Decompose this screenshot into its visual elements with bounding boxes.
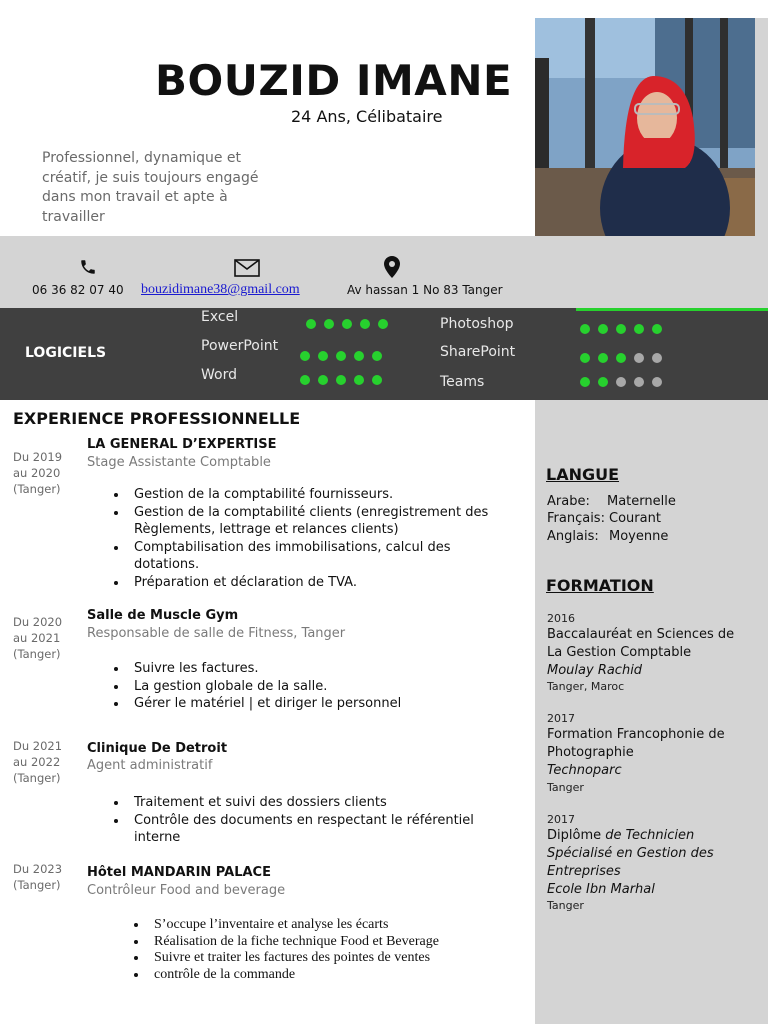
rating-dot-filled <box>354 375 364 385</box>
job-role: Responsable de salle de Fitness, Tanger <box>87 626 346 641</box>
education-place: Tanger <box>547 781 584 794</box>
rating-dot-filled <box>300 351 310 361</box>
education-entry <box>547 827 747 899</box>
job-duties <box>108 486 508 591</box>
rating-dot-filled <box>598 353 608 363</box>
rating-dot-filled <box>342 319 352 329</box>
rating-dot-filled <box>580 377 590 387</box>
rating-dot-filled <box>598 324 608 334</box>
education-place: Tanger, Maroc <box>547 680 625 693</box>
education-title: FORMATION <box>546 576 654 595</box>
rating-dot-filled <box>616 324 626 334</box>
rating-dot-filled <box>336 375 346 385</box>
accent-line <box>576 308 768 311</box>
skill-rating <box>580 353 662 363</box>
skill-rating <box>580 324 662 334</box>
education-entry <box>547 626 747 680</box>
skill-rating <box>580 377 662 387</box>
rating-dot-filled <box>580 353 590 363</box>
rating-dot-filled <box>336 351 346 361</box>
rating-dot-empty <box>616 377 626 387</box>
job-date: Du 2021 au 2022 (Tanger) <box>13 739 63 785</box>
phone-number: 06 36 82 07 40 <box>32 283 124 297</box>
age-status: 24 Ans, Célibataire <box>291 107 443 126</box>
education-degree-prefix: Diplôme <box>547 828 606 843</box>
software-name: SharePoint <box>440 344 516 360</box>
software-name: Photoshop <box>440 316 514 332</box>
location-pin-icon <box>384 256 400 282</box>
education-degree: Formation Francophonie de Photographie <box>547 727 725 760</box>
job-role: Stage Assistante Comptable <box>87 455 271 470</box>
rating-dot-filled <box>318 351 328 361</box>
job-date: Du 2023 (Tanger) <box>13 862 63 892</box>
rating-dot-filled <box>616 353 626 363</box>
language-level: Moyenne <box>609 529 669 544</box>
profile-photo <box>535 18 755 253</box>
rating-dot-filled <box>300 375 310 385</box>
education-degree-detail: de Technicien Spécialisé en Gestion des Entreprises <box>547 828 714 879</box>
rating-dot-filled <box>652 324 662 334</box>
language-row <box>547 529 669 544</box>
education-year: 2016 <box>547 612 575 625</box>
phone-icon <box>79 258 97 280</box>
rating-dot-filled <box>598 377 608 387</box>
address: Av hassan 1 No 83 Tanger <box>347 283 503 297</box>
job-role: Agent administratif <box>87 758 213 773</box>
duty-item: • La gestion globale de la salle. <box>128 678 508 696</box>
rating-dot-filled <box>378 319 388 329</box>
duty-item: • Comptabilisation des immobilisations, calcul des dotations. <box>128 539 508 574</box>
rating-dot-filled <box>354 351 364 361</box>
software-name: Excel <box>201 309 239 325</box>
duty-item: • Gérer le matériel | et diriger le personnel <box>128 695 508 713</box>
envelope-icon <box>234 259 260 281</box>
duty-item: • Suivre et traiter les factures des pointes de ventes <box>148 950 528 967</box>
rating-dot-empty <box>652 353 662 363</box>
language-row <box>547 494 676 509</box>
email-link[interactable]: bouzidimane38@gmail.com <box>141 282 300 297</box>
experience-title: EXPERIENCE PROFESSIONNELLE <box>13 409 301 428</box>
language-name: Arabe: <box>547 494 590 509</box>
software-name: PowerPoint <box>201 338 279 354</box>
rating-dot-filled <box>324 319 334 329</box>
rating-dot-filled <box>360 319 370 329</box>
duty-item: • Suivre les factures. <box>128 660 508 678</box>
profile-photo-illustration <box>535 18 755 253</box>
job-duties <box>128 917 528 983</box>
rating-dot-filled <box>306 319 316 329</box>
language-name: Français: <box>547 511 605 526</box>
rating-dot-filled <box>318 375 328 385</box>
duty-item: • S’occupe l’inventaire et analyse les écarts <box>148 917 528 934</box>
duty-item: • Gestion de la comptabilité fournisseurs. <box>128 486 508 504</box>
education-school: Ecole Ibn Marhal <box>547 882 655 897</box>
duty-item: • contrôle de la commande <box>148 967 528 984</box>
job-company: LA GENERAL D’EXPERTISE <box>87 437 277 452</box>
education-degree <box>547 827 747 881</box>
language-row <box>547 511 661 526</box>
job-role: Contrôleur Food and beverage <box>87 883 286 898</box>
education-year: 2017 <box>547 813 575 826</box>
job-date: Du 2019 au 2020 (Tanger) <box>13 450 63 496</box>
language-level: Courant <box>609 511 661 526</box>
duty-item: • Traitement et suivi des dossiers clients <box>128 794 508 812</box>
job-company: Hôtel MANDARIN PALACE <box>87 865 271 880</box>
duty-item: • Réalisation de la fiche technique Food et Beverage <box>148 934 528 951</box>
software-name: Word <box>201 367 237 383</box>
rating-dot-filled <box>580 324 590 334</box>
job-duties <box>108 660 508 713</box>
candidate-name: BOUZID IMANE <box>155 56 513 105</box>
education-school: Moulay Rachid <box>547 663 643 678</box>
software-title: LOGICIELS <box>25 345 107 361</box>
rating-dot-filled <box>372 351 382 361</box>
job-date: Du 2020 au 2021 (Tanger) <box>13 615 63 661</box>
language-level: Maternelle <box>607 494 676 509</box>
rating-dot-filled <box>372 375 382 385</box>
job-company: Clinique De Detroit <box>87 741 228 756</box>
skill-rating <box>300 351 382 361</box>
skill-rating <box>306 319 388 329</box>
education-place: Tanger <box>547 899 584 912</box>
duty-item: • Contrôle des documents en respectant le référentiel interne <box>128 812 508 847</box>
language-name: Anglais: <box>547 529 599 544</box>
job-duties <box>108 794 508 847</box>
duty-item: • Préparation et déclaration de TVA. <box>128 574 508 592</box>
education-school: Technoparc <box>547 763 622 778</box>
rating-dot-filled <box>634 324 644 334</box>
education-degree: Baccalauréat en Sciences de La Gestion Comptable <box>547 627 735 660</box>
profile-summary: Professionnel, dynamique et créatif, je suis toujours engagé dans mon travail et apte à travailler <box>42 150 259 225</box>
job-company: Salle de Muscle Gym <box>87 608 239 623</box>
skill-rating <box>300 375 382 385</box>
education-year: 2017 <box>547 712 575 725</box>
languages-title: LANGUE <box>546 465 620 484</box>
rating-dot-empty <box>652 377 662 387</box>
software-name: Teams <box>440 374 485 390</box>
rating-dot-empty <box>634 377 644 387</box>
rating-dot-empty <box>634 353 644 363</box>
education-entry <box>547 726 747 780</box>
duty-item: • Gestion de la comptabilité clients (enregistrement des Règlements, lettrage et relances clients) <box>128 504 508 539</box>
